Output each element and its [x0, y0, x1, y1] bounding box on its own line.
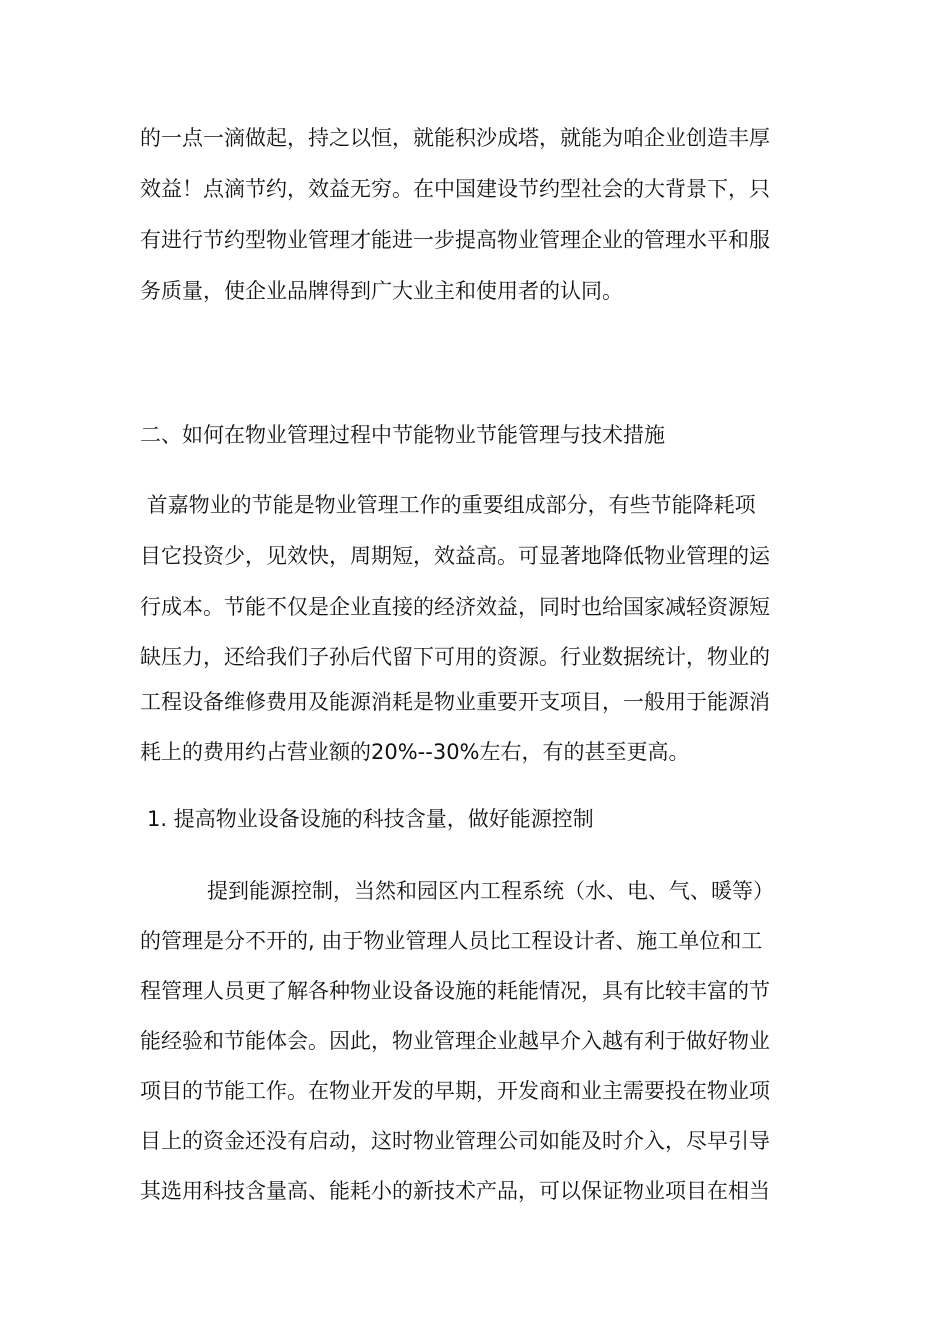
paragraph-3-line-4: 能经验和节能体会。因此，物业管理企业越早介入越有利于做好物业: [140, 1029, 770, 1053]
section-2-heading: 二、如何在物业管理过程中节能物业节能管理与技术措施: [140, 423, 665, 447]
paragraph-3-line-1: 提到能源控制，当然和园区内工程系统（水、电、气、暖等）: [207, 879, 774, 903]
paragraph-2-line-3: 行成本。节能不仅是企业直接的经济效益，同时也给国家减轻资源短: [140, 595, 770, 619]
paragraph-1-line-1: 的一点一滴做起，持之以恒，就能积沙成塔，就能为咱企业创造丰厚: [140, 126, 770, 150]
paragraph-3-line-2: 的管理是分不开的, 由于物业管理人员比工程设计者、施工单位和工: [140, 929, 763, 953]
paragraph-3-line-6: 目上的资金还没有启动，这时物业管理公司如能及时介入，尽早引导: [140, 1129, 770, 1153]
paragraph-1-line-4: 务质量，使企业品牌得到广大业主和使用者的认同。: [140, 279, 623, 303]
paragraph-2-line-6: 耗上的费用约占营业额的20%--30%左右，有的甚至更高。: [140, 740, 690, 764]
paragraph-2-line-1: 首嘉物业的节能是物业管理工作的重要组成部分，有些节能降耗项: [140, 493, 756, 517]
paragraph-3-line-7: 其选用科技含量高、能耗小的新技术产品，可以保证物业项目在相当: [140, 1179, 770, 1203]
paragraph-3-line-3: 程管理人员更了解各种物业设备设施的耗能情况，具有比较丰富的节: [140, 979, 770, 1003]
paragraph-2-line-5: 工程设备维修费用及能源消耗是物业重要开支项目，一般用于能源消: [140, 690, 770, 714]
paragraph-2-line-2: 目它投资少，见效快，周期短，效益高。可显著地降低物业管理的运: [140, 544, 770, 568]
paragraph-1-line-3: 有进行节约型物业管理才能进一步提高物业管理企业的管理水平和服: [140, 228, 770, 252]
paragraph-2-line-4: 缺压力，还给我们子孙后代留下可用的资源。行业数据统计，物业的: [140, 645, 770, 669]
subsection-1-heading: 1. 提高物业设备设施的科技含量，做好能源控制: [147, 807, 594, 831]
paragraph-1-line-2: 效益！点滴节约，效益无穷。在中国建设节约型社会的大背景下，只: [140, 177, 770, 201]
paragraph-3-line-5: 项目的节能工作。在物业开发的早期，开发商和业主需要投在物业项: [140, 1079, 770, 1103]
